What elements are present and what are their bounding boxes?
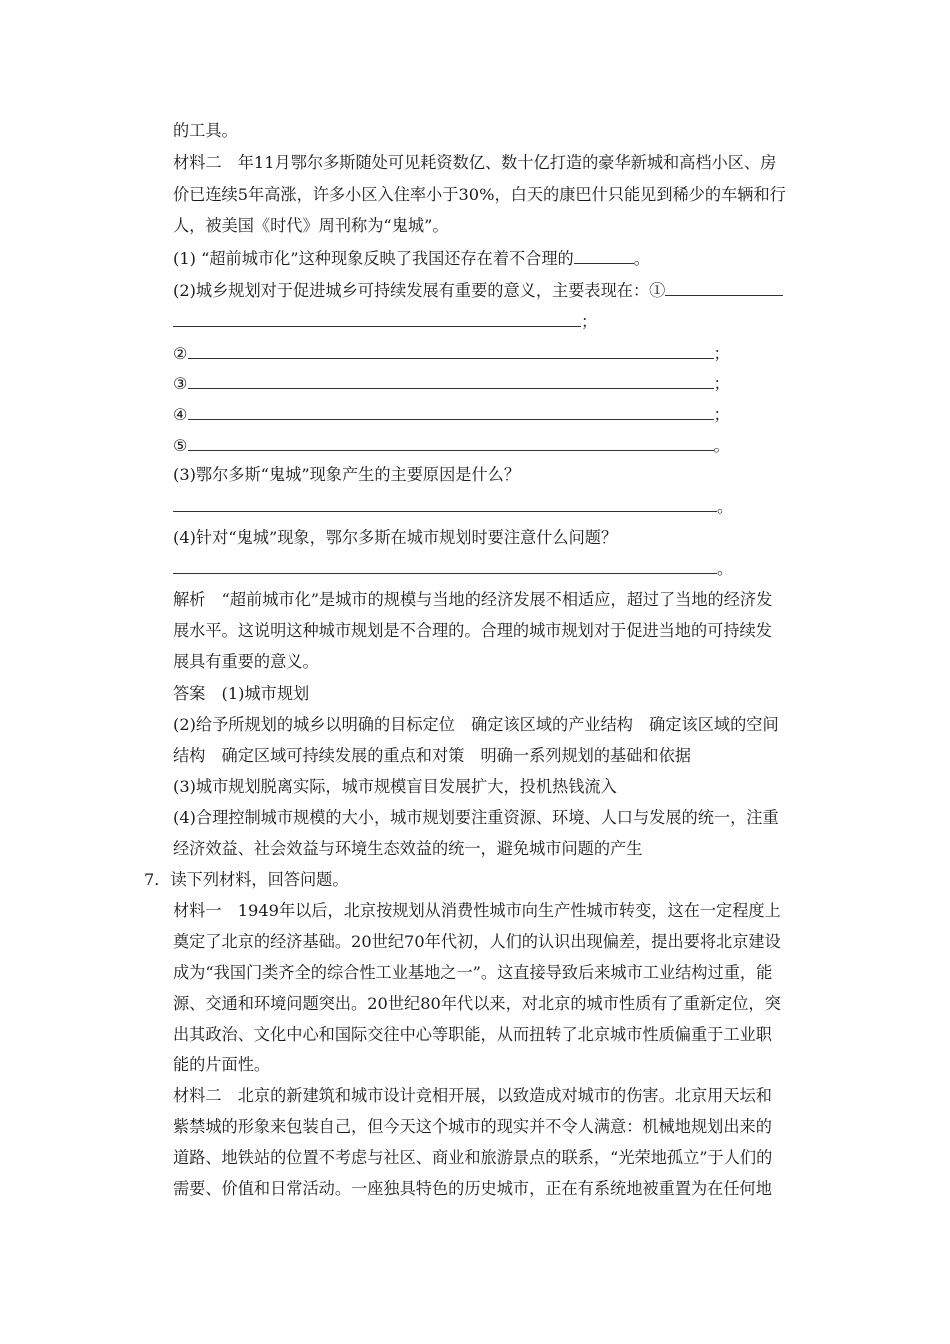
analysis-line: 解析 “超前城市化”是城市的规模与当地的经济发展不相适应，超过了当地的经济发 — [173, 590, 773, 609]
question-1-text: (1) “超前城市化”这种现象反映了我国还存在着不合理的 — [173, 249, 574, 268]
material-line: 能的片面性。 — [173, 1055, 271, 1074]
material-line: 出其政治、文化中心和国际交往中心等职能，从而扭转了北京城市性质偏重于工业职 — [173, 1025, 772, 1044]
material-line: 源、交通和环境问题突出。20世纪80年代以来，对北京的城市性质有了重新定位，突 — [173, 994, 781, 1013]
answer-line — [173, 404, 813, 425]
answer-blank[interactable] — [173, 496, 717, 512]
text-line: 的工具。 — [173, 121, 238, 140]
material-line: 奠定了北京的经济基础。20世纪70年代初，人们的认识出现偏差，提出要将北京建设 — [173, 932, 781, 951]
analysis-line: 展具有重要的意义。 — [173, 652, 319, 671]
answer-text: (2)给予所规划的城乡以明确的目标定位 确定该区域的产业结构 确定该区域的空间 — [173, 715, 779, 734]
circled-number: ⑤ — [173, 436, 188, 455]
answer-line — [173, 496, 813, 517]
punctuation: 。 — [717, 559, 734, 578]
material-line: 需要、价值和日常活动。一座独具特色的历史城市，正在有系统地被重置为在任何地 — [173, 1179, 772, 1198]
circled-number: ④ — [173, 405, 188, 424]
answer-line — [173, 435, 813, 456]
answer-blank[interactable] — [188, 435, 714, 451]
question-1 — [173, 248, 813, 269]
material-line: 成为“我国门类齐全的综合性工业基地之一”。这直接导致后来城市工业结构过重，能 — [173, 963, 773, 982]
circled-number: ② — [173, 344, 188, 363]
material-line: 道路、地铁站的位置不考虑与社区、商业和旅游景点的联系，“光荣地孤立”于人们的 — [173, 1148, 773, 1167]
question-2 — [173, 280, 813, 301]
material-line: 材料二 北京的新建筑和城市设计竞相开展，以致造成对城市的伤害。北京用天坛和 — [173, 1086, 772, 1105]
answer-blank[interactable] — [188, 404, 714, 420]
text-line: 人，被美国《时代》周刊称为“鬼城”。 — [173, 216, 449, 235]
punctuation: 。 — [633, 249, 650, 268]
punctuation: ； — [713, 405, 730, 424]
material-line: 材料一 1949年以后，北京按规划从消费性城市向生产性城市转变，这在一定程度上 — [173, 901, 781, 920]
punctuation: 。 — [717, 497, 734, 516]
answer-blank[interactable] — [173, 558, 717, 574]
punctuation: ； — [713, 374, 730, 393]
answer-line — [173, 558, 813, 579]
punctuation: ； — [581, 312, 598, 331]
question-7: 7．读下列材料，回答问题。 — [144, 870, 349, 889]
analysis-line: 展水平。这说明这种城市规划是不合理的。合理的城市规划对于促进当地的可持续发 — [173, 621, 772, 640]
question-4: (4)针对“鬼城”现象，鄂尔多斯在城市规划时要注意什么问题？ — [173, 528, 618, 547]
circled-number: ③ — [173, 374, 188, 393]
answer-text: (3)城市规划脱离实际，城市规模盲目发展扩大，投机热钱流入 — [173, 777, 617, 796]
answer-text: 答案 (1)城市规划 — [173, 684, 310, 703]
punctuation: 。 — [713, 436, 730, 455]
answer-blank[interactable] — [188, 343, 714, 359]
answer-blank[interactable] — [173, 311, 581, 327]
answer-blank[interactable] — [188, 373, 714, 389]
question-3: (3)鄂尔多斯“鬼城”现象产生的主要原因是什么？ — [173, 465, 521, 484]
answer-blank[interactable] — [574, 248, 634, 264]
question-2-text: (2)城乡规划对于促进城乡可持续发展有重要的意义，主要表现在：① — [173, 281, 666, 300]
text-line: 材料二 年11月鄂尔多斯随处可见耗资数亿、数十亿打造的豪华新城和高档小区、房 — [173, 153, 777, 172]
answer-line — [173, 343, 813, 364]
material-line: 紫禁城的形象来包装自己，但今天这个城市的现实并不令人满意：机械地规划出来的 — [173, 1117, 772, 1136]
punctuation: ； — [713, 344, 730, 363]
answer-text: 结构 确定区域可持续发展的重点和对策 明确一系列规划的基础和依据 — [173, 746, 691, 765]
answer-line — [173, 311, 813, 332]
answer-text: (4)合理控制城市规模的大小，城市规划要注重资源、环境、人口与发展的统一，注重 — [173, 808, 779, 827]
answer-text: 经济效益、社会效益与环境生态效益的统一，避免城市问题的产生 — [173, 839, 643, 858]
text-line: 价已连续5年高涨，许多小区入住率小于30%，白天的康巴什只能见到稀少的车辆和行 — [173, 185, 786, 204]
answer-blank[interactable] — [665, 280, 783, 296]
answer-line — [173, 373, 813, 394]
